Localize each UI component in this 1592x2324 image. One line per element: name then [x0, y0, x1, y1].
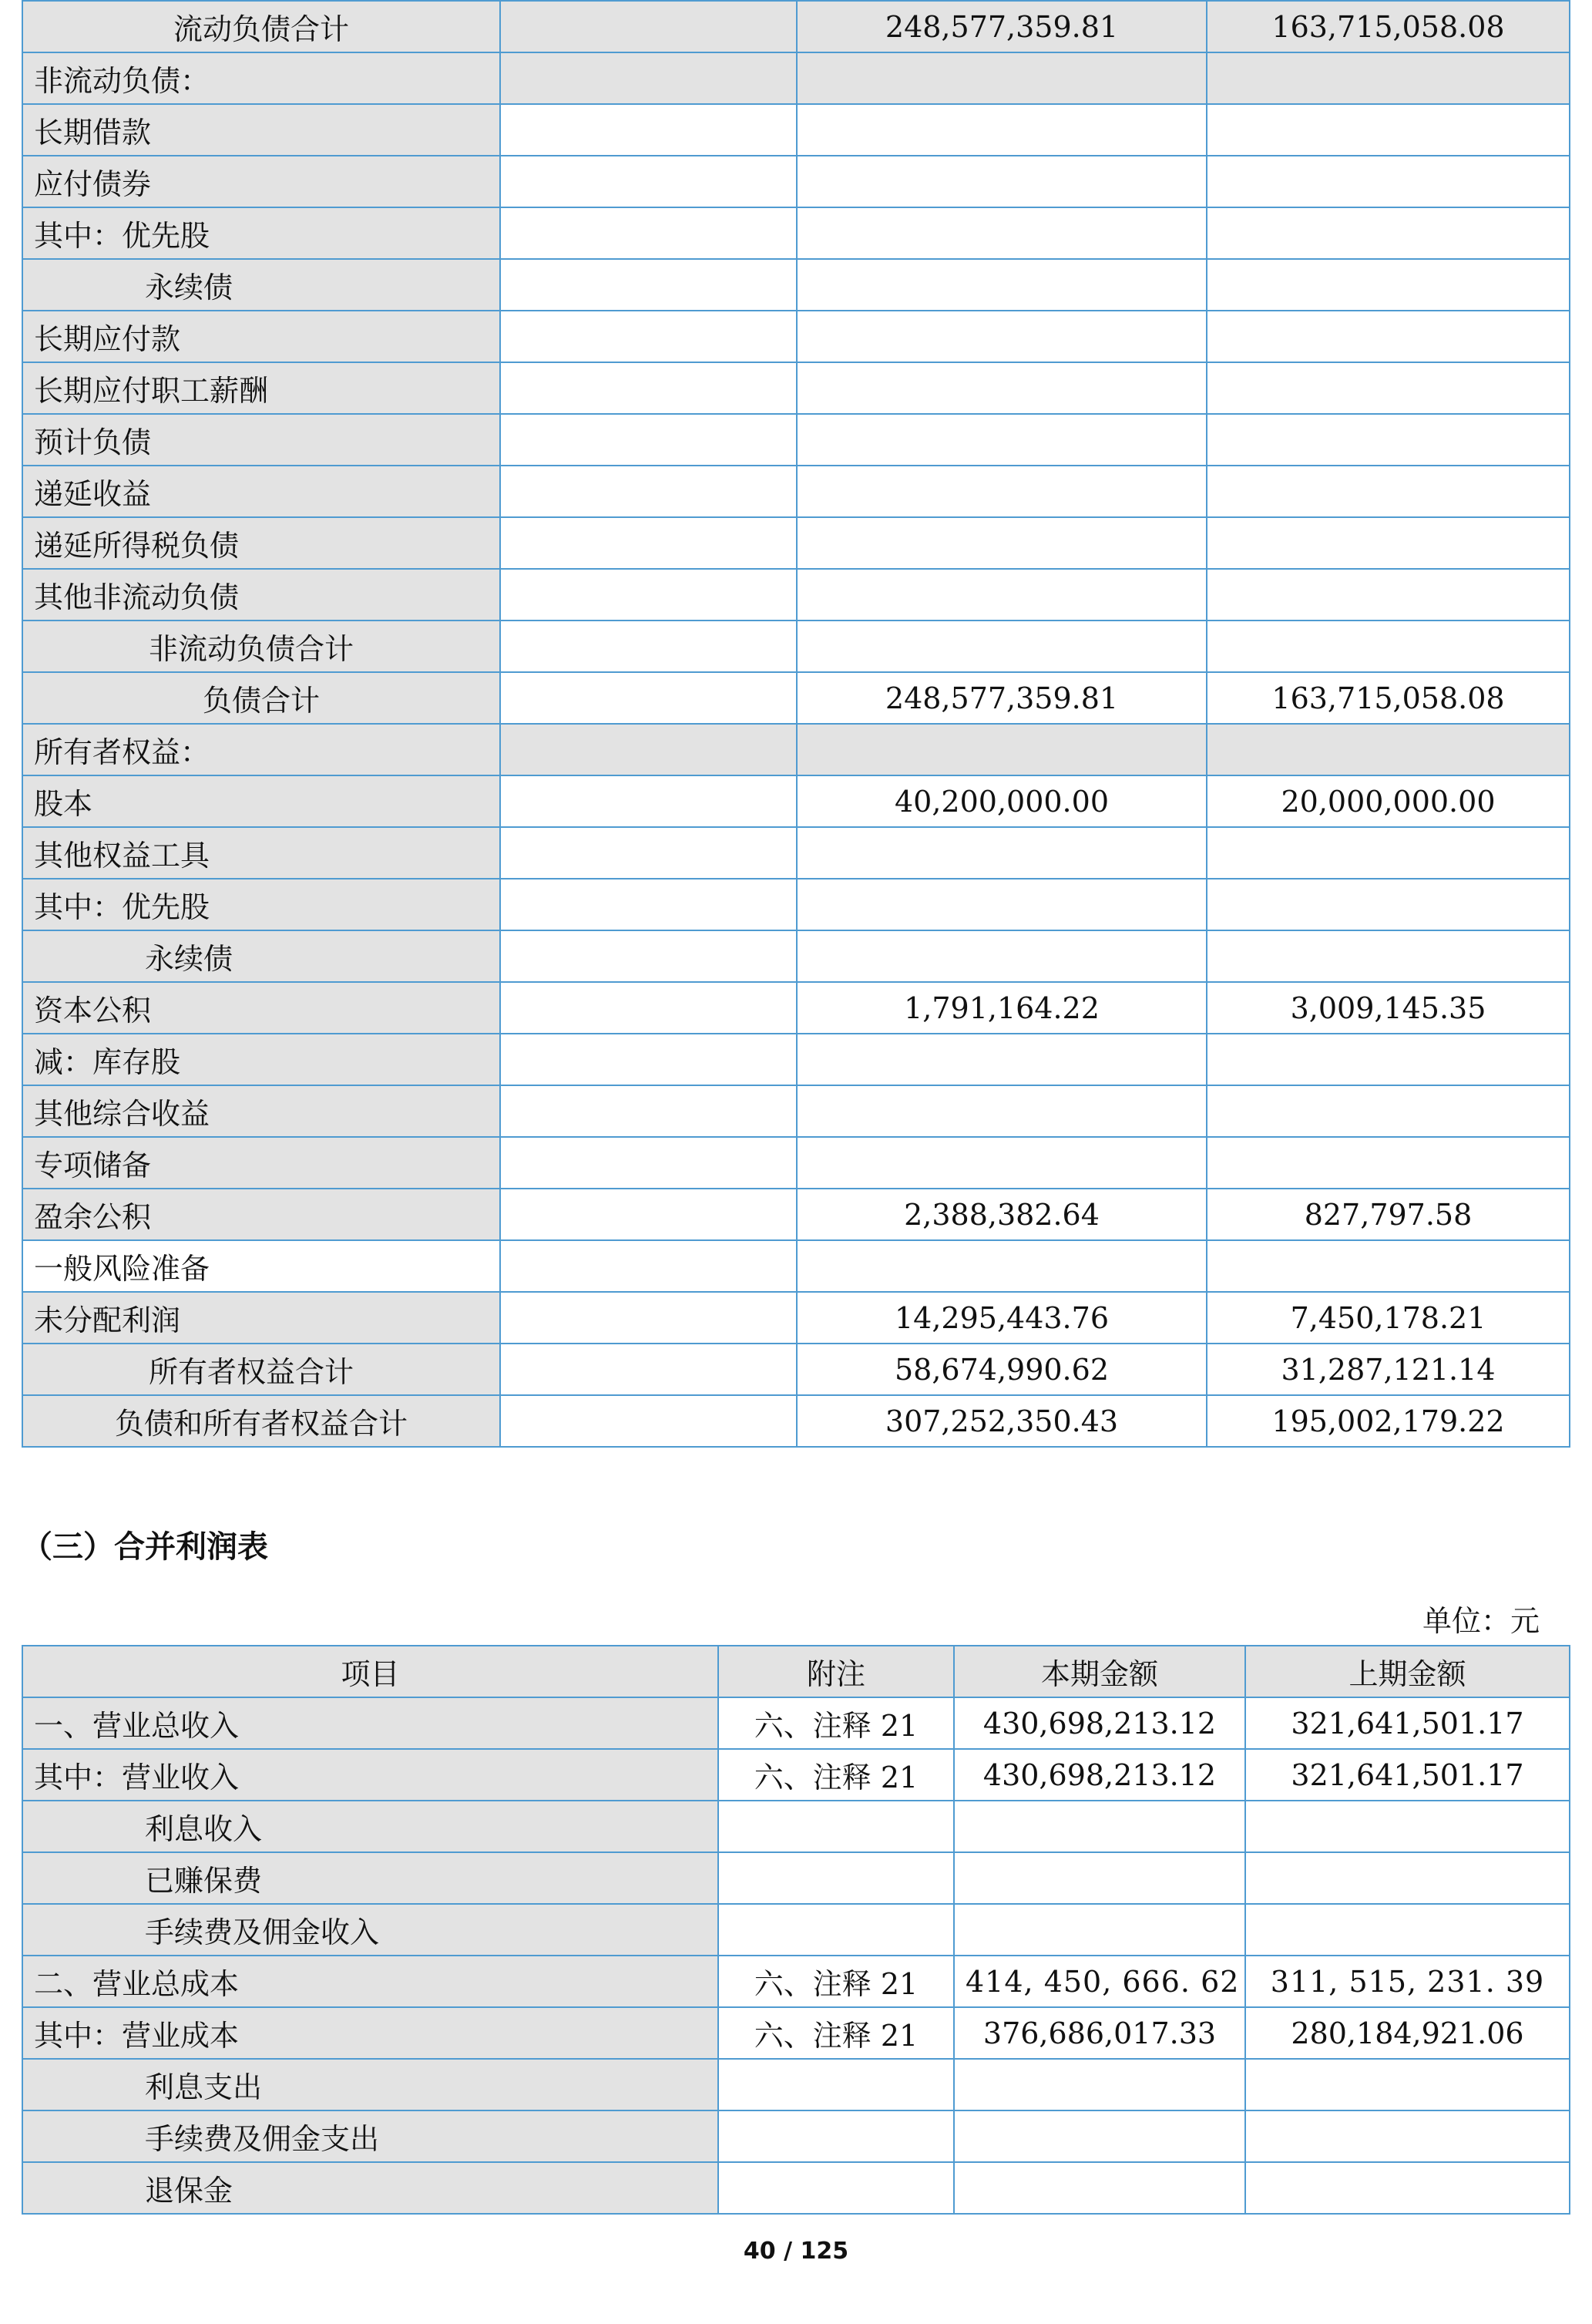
prior-amount: 321,641,501.17 [1245, 1697, 1570, 1749]
row-label: 盈余公积 [22, 1189, 500, 1240]
prior-amount [1207, 311, 1570, 362]
prior-amount [1207, 879, 1570, 930]
current-amount [797, 311, 1207, 362]
current-amount: 376,686,017.33 [954, 2007, 1245, 2059]
prior-amount [1207, 414, 1570, 466]
current-amount [797, 104, 1207, 156]
current-amount [797, 466, 1207, 517]
prior-amount [1207, 104, 1570, 156]
table-row [22, 724, 1570, 775]
income-statement-table [22, 1645, 1570, 2215]
table-row [22, 466, 1570, 517]
prior-amount [1207, 930, 1570, 982]
current-amount [954, 2110, 1245, 2162]
prior-amount [1245, 2110, 1570, 2162]
row-label: 利息收入 [22, 1801, 718, 1852]
prior-amount [1245, 2162, 1570, 2214]
table-row [22, 2110, 1570, 2162]
prior-amount [1207, 517, 1570, 569]
note-cell: 六、注释 21 [718, 1956, 954, 2007]
note-cell [500, 879, 797, 930]
prior-amount: 3,009,145.35 [1207, 982, 1570, 1034]
note-cell [500, 1395, 797, 1447]
table-row [22, 104, 1570, 156]
prior-amount [1245, 1801, 1570, 1852]
table-header-row [22, 1646, 1570, 1697]
note-cell [718, 2059, 954, 2110]
note-cell [500, 414, 797, 466]
current-amount [797, 1034, 1207, 1085]
current-amount [797, 1137, 1207, 1189]
prior-amount [1207, 569, 1570, 621]
prior-amount: 311, 515, 231. 39 [1245, 1956, 1570, 2007]
prior-amount [1207, 827, 1570, 879]
prior-amount [1207, 207, 1570, 259]
table-row [22, 827, 1570, 879]
current-amount [797, 621, 1207, 672]
table-row [22, 775, 1570, 827]
current-amount: 14,295,443.76 [797, 1292, 1207, 1344]
row-label: 流动负债合计 [22, 1, 500, 52]
prior-amount: 7,450,178.21 [1207, 1292, 1570, 1344]
table-row [22, 2007, 1570, 2059]
row-label: 未分配利润 [22, 1292, 500, 1344]
prior-amount [1207, 621, 1570, 672]
note-cell [500, 569, 797, 621]
table-row [22, 311, 1570, 362]
row-label: 非流动负债： [22, 52, 500, 104]
current-amount: 414, 450, 666. 62 [954, 1956, 1245, 2007]
table-row [22, 52, 1570, 104]
row-label: 永续债 [22, 259, 500, 311]
note-cell [500, 362, 797, 414]
note-cell [500, 1085, 797, 1137]
current-amount [954, 1852, 1245, 1904]
current-amount [797, 517, 1207, 569]
current-amount [797, 52, 1207, 104]
note-cell [500, 311, 797, 362]
note-cell [500, 982, 797, 1034]
note-cell: 六、注释 21 [718, 2007, 954, 2059]
note-cell [500, 621, 797, 672]
note-cell [500, 775, 797, 827]
note-cell [500, 1137, 797, 1189]
prior-amount [1207, 52, 1570, 104]
table-row [22, 1189, 1570, 1240]
row-label: 长期应付款 [22, 311, 500, 362]
note-cell [500, 52, 797, 104]
note-cell [718, 2162, 954, 2214]
header-current: 本期金额 [954, 1646, 1245, 1697]
row-label: 应付债券 [22, 156, 500, 207]
row-label: 所有者权益： [22, 724, 500, 775]
prior-amount [1207, 1240, 1570, 1292]
prior-amount [1207, 362, 1570, 414]
prior-amount: 280,184,921.06 [1245, 2007, 1570, 2059]
prior-amount [1207, 466, 1570, 517]
balance-sheet-table [22, 0, 1570, 1448]
table-row [22, 156, 1570, 207]
prior-amount [1245, 2059, 1570, 2110]
note-cell [718, 2110, 954, 2162]
row-label: 专项储备 [22, 1137, 500, 1189]
current-amount [797, 1085, 1207, 1137]
note-cell [500, 517, 797, 569]
table-row [22, 569, 1570, 621]
row-label: 长期借款 [22, 104, 500, 156]
table-row [22, 1852, 1570, 1904]
table-row [22, 2059, 1570, 2110]
current-amount: 1,791,164.22 [797, 982, 1207, 1034]
prior-amount [1207, 1137, 1570, 1189]
row-label: 已赚保费 [22, 1852, 718, 1904]
row-label: 退保金 [22, 2162, 718, 2214]
table-row [22, 207, 1570, 259]
row-label: 手续费及佣金支出 [22, 2110, 718, 2162]
current-amount [797, 569, 1207, 621]
current-amount: 430,698,213.12 [954, 1749, 1245, 1801]
note-cell [500, 1240, 797, 1292]
row-label: 股本 [22, 775, 500, 827]
current-amount [797, 1240, 1207, 1292]
current-amount: 307,252,350.43 [797, 1395, 1207, 1447]
note-cell [500, 1344, 797, 1395]
table-row [22, 1956, 1570, 2007]
note-cell [500, 724, 797, 775]
row-label: 减：库存股 [22, 1034, 500, 1085]
current-amount [797, 259, 1207, 311]
note-cell [500, 207, 797, 259]
prior-amount [1207, 156, 1570, 207]
note-cell: 六、注释 21 [718, 1697, 954, 1749]
row-label: 所有者权益合计 [22, 1344, 500, 1395]
note-cell [718, 1904, 954, 1956]
table-row [22, 1034, 1570, 1085]
table-row [22, 517, 1570, 569]
row-label: 其中：营业收入 [22, 1749, 718, 1801]
current-amount: 40,200,000.00 [797, 775, 1207, 827]
note-cell [500, 104, 797, 156]
table-row [22, 1697, 1570, 1749]
row-label: 其他综合收益 [22, 1085, 500, 1137]
note-cell [500, 1, 797, 52]
note-cell [500, 930, 797, 982]
prior-amount [1245, 1904, 1570, 1956]
table-row [22, 1292, 1570, 1344]
prior-amount [1207, 1085, 1570, 1137]
prior-amount: 20,000,000.00 [1207, 775, 1570, 827]
note-cell [500, 259, 797, 311]
table-row [22, 1085, 1570, 1137]
unit-label: 单位：元 [1422, 1604, 1540, 1638]
table-row [22, 1395, 1570, 1447]
row-label: 其中：营业成本 [22, 2007, 718, 2059]
table-row [22, 362, 1570, 414]
current-amount: 2,388,382.64 [797, 1189, 1207, 1240]
current-amount [797, 724, 1207, 775]
current-amount [954, 1801, 1245, 1852]
row-label: 预计负债 [22, 414, 500, 466]
table-row [22, 672, 1570, 724]
note-cell [500, 1292, 797, 1344]
header-note: 附注 [718, 1646, 954, 1697]
table-row [22, 621, 1570, 672]
current-amount [797, 207, 1207, 259]
current-amount [954, 2059, 1245, 2110]
note-cell [500, 156, 797, 207]
note-cell [500, 1189, 797, 1240]
current-amount [954, 2162, 1245, 2214]
current-amount: 430,698,213.12 [954, 1697, 1245, 1749]
header-item: 项目 [22, 1646, 718, 1697]
prior-amount: 321,641,501.17 [1245, 1749, 1570, 1801]
prior-amount: 827,797.58 [1207, 1189, 1570, 1240]
prior-amount: 163,715,058.08 [1207, 672, 1570, 724]
note-cell [500, 672, 797, 724]
table-row [22, 982, 1570, 1034]
row-label: 其他权益工具 [22, 827, 500, 879]
row-label: 一、营业总收入 [22, 1697, 718, 1749]
current-amount [797, 156, 1207, 207]
row-label: 递延所得税负债 [22, 517, 500, 569]
row-label: 利息支出 [22, 2059, 718, 2110]
prior-amount: 31,287,121.14 [1207, 1344, 1570, 1395]
table-row [22, 1801, 1570, 1852]
row-label: 永续债 [22, 930, 500, 982]
current-amount: 58,674,990.62 [797, 1344, 1207, 1395]
table-row [22, 879, 1570, 930]
row-label: 其中：优先股 [22, 207, 500, 259]
row-label: 一般风险准备 [22, 1240, 500, 1292]
table-row [22, 1344, 1570, 1395]
current-amount [797, 879, 1207, 930]
current-amount: 248,577,359.81 [797, 1, 1207, 52]
current-amount [797, 414, 1207, 466]
table-row [22, 1240, 1570, 1292]
row-label: 负债合计 [22, 672, 500, 724]
prior-amount [1207, 259, 1570, 311]
prior-amount: 195,002,179.22 [1207, 1395, 1570, 1447]
table-row [22, 1137, 1570, 1189]
table-row [22, 2162, 1570, 2214]
prior-amount [1207, 1034, 1570, 1085]
note-cell [500, 466, 797, 517]
note-cell: 六、注释 21 [718, 1749, 954, 1801]
prior-amount: 163,715,058.08 [1207, 1, 1570, 52]
current-amount [797, 827, 1207, 879]
note-cell [718, 1801, 954, 1852]
section-title: （三）合并利润表 [22, 1529, 268, 1565]
row-label: 负债和所有者权益合计 [22, 1395, 500, 1447]
row-label: 其他非流动负债 [22, 569, 500, 621]
row-label: 长期应付职工薪酬 [22, 362, 500, 414]
page-number: 40 / 125 [743, 2238, 849, 2265]
table-row [22, 1, 1570, 52]
note-cell [500, 827, 797, 879]
table-row [22, 414, 1570, 466]
current-amount [797, 362, 1207, 414]
table-row [22, 1749, 1570, 1801]
note-cell [718, 1852, 954, 1904]
table-row [22, 259, 1570, 311]
note-cell [500, 1034, 797, 1085]
row-label: 非流动负债合计 [22, 621, 500, 672]
row-label: 其中：优先股 [22, 879, 500, 930]
current-amount: 248,577,359.81 [797, 672, 1207, 724]
header-prior: 上期金额 [1245, 1646, 1570, 1697]
current-amount [954, 1904, 1245, 1956]
prior-amount [1245, 1852, 1570, 1904]
row-label: 手续费及佣金收入 [22, 1904, 718, 1956]
row-label: 二、营业总成本 [22, 1956, 718, 2007]
table-row [22, 1904, 1570, 1956]
row-label: 资本公积 [22, 982, 500, 1034]
table-row [22, 930, 1570, 982]
prior-amount [1207, 724, 1570, 775]
current-amount [797, 930, 1207, 982]
row-label: 递延收益 [22, 466, 500, 517]
